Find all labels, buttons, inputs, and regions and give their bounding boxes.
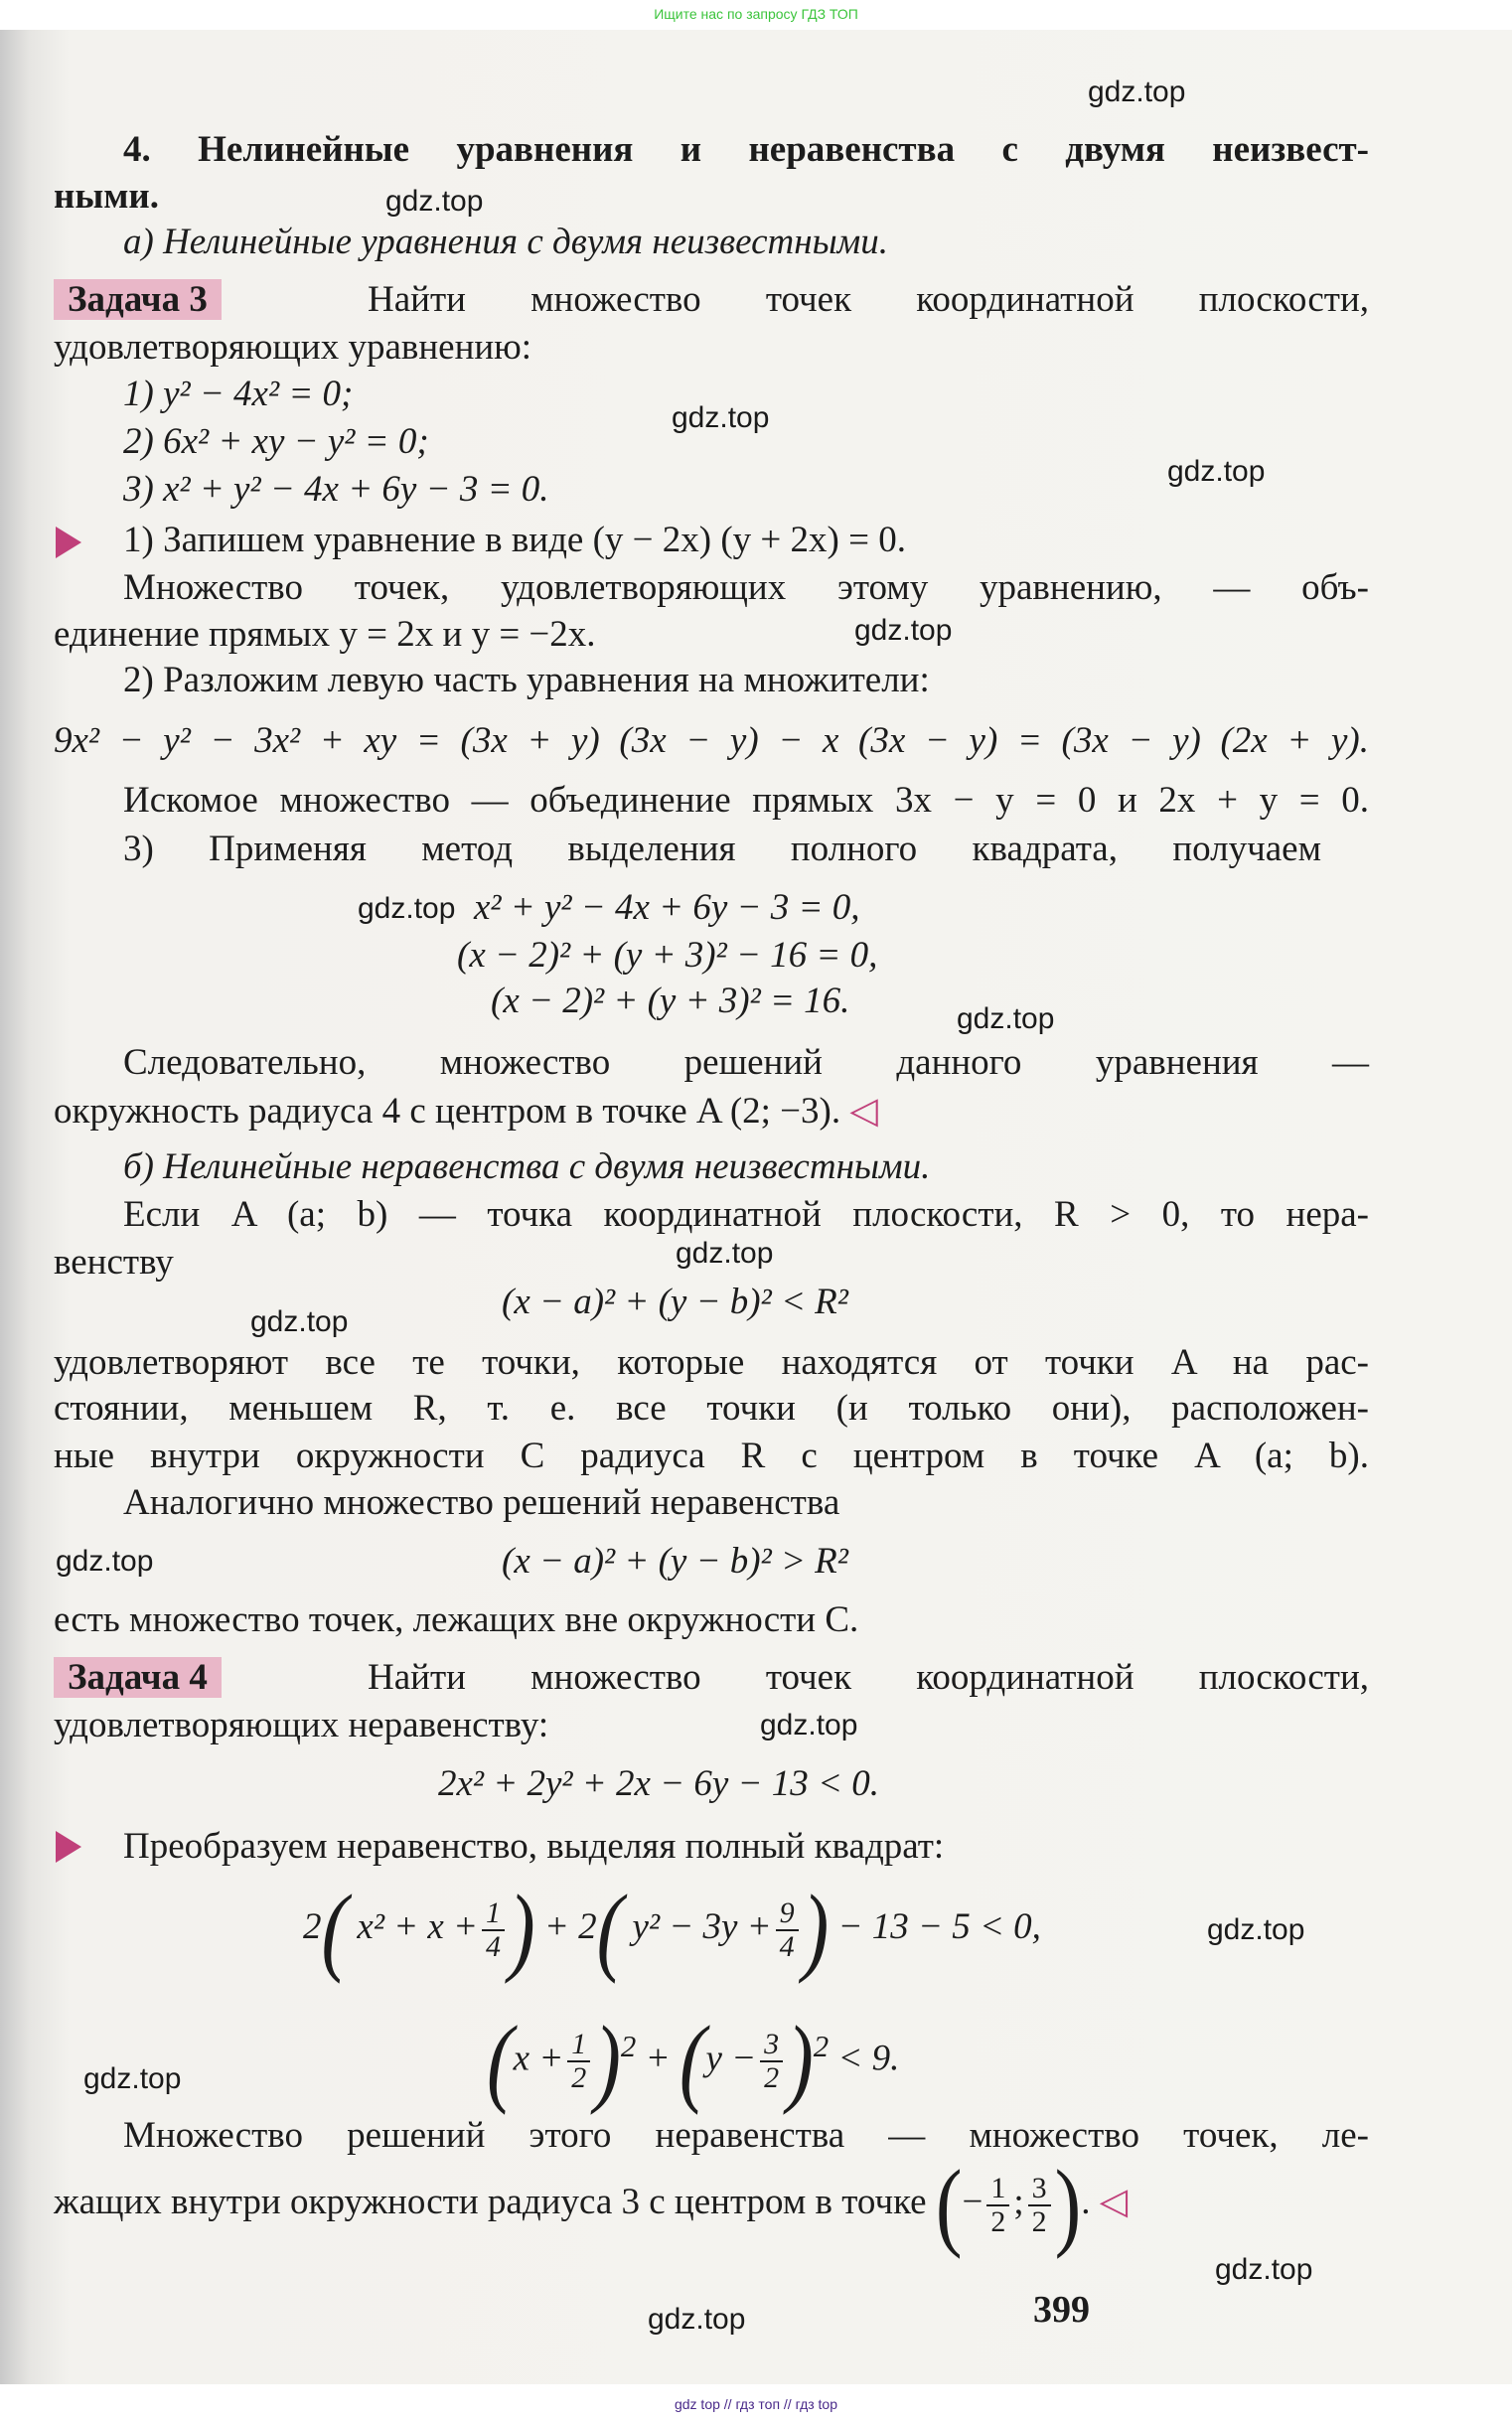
watermark: gdz.top [56, 1545, 154, 1578]
text-line: Найти множество точек координатной плоскости, [368, 1657, 1369, 1698]
text-line: удовлетворяющих неравенству: [54, 1705, 549, 1745]
equation-item: 1) y² − 4x² = 0; [123, 374, 354, 414]
text-line: Если A (a; b) — точка координатной плоскости, R > 0, то нера- [123, 1194, 1369, 1235]
task3-label [68, 277, 222, 323]
text-line: удовлетворяют все те точки, которые находятся от точки A на рас- [54, 1342, 1369, 1383]
bottom-banner: gdz top // гдз топ // гдз top [674, 2396, 838, 2412]
equation-item: 3) x² + y² − 4x + 6y − 3 = 0. [123, 469, 549, 510]
solution-end-icon: ◁ [1099, 2182, 1129, 2222]
inequality: (x − a)² + (y − b)² > R² [502, 1541, 848, 1582]
paren: ( [487, 2006, 514, 2116]
text-line: удовлетворяющих уравнению: [54, 327, 532, 368]
paren: ) [1054, 2150, 1082, 2260]
transformed-inequality [303, 1873, 1041, 1985]
text-line: Аналогично множество решений неравенства [123, 1482, 840, 1523]
text-line: единение прямых y = 2x и y = −2x. [54, 614, 596, 655]
section-heading-cont: ными. [54, 176, 159, 217]
text-line [54, 2150, 1129, 2260]
paren: ) [802, 1875, 830, 1985]
term: + 2 [543, 1906, 597, 1947]
paren: ( [935, 2150, 963, 2260]
text-line [54, 1089, 878, 1135]
task4-label [68, 1655, 222, 1701]
fraction: $\frac{1}{4}$ [482, 1897, 505, 1963]
paren: ) [509, 1875, 535, 1985]
term: < 9. [837, 2038, 900, 2079]
subsection-a: а) Нелинейные уравнения с двумя неизвестными. [123, 222, 889, 262]
equation-line: (x − 2)² + (y + 3)² = 16. [491, 981, 850, 1021]
period: . [1081, 2182, 1091, 2222]
term: + [645, 2038, 671, 2079]
watermark: gdz.top [1088, 76, 1186, 108]
solution-end-icon: ◁ [849, 1091, 878, 1132]
circle-inequality [487, 1992, 900, 2116]
equation-line: x² + y² − 4x + 6y − 3 = 0, [474, 887, 860, 928]
watermark: gdz.top [854, 614, 953, 647]
solution-start-icon [56, 1831, 81, 1863]
watermark: gdz.top [957, 1002, 1055, 1035]
exponent: 2 [620, 2030, 637, 2063]
text-line: 3) Применяя метод выделения полного квадрата, получаем [123, 829, 1321, 869]
watermark: gdz.top [1215, 2253, 1313, 2286]
term: y − [705, 2038, 757, 2079]
minus: − [962, 2182, 983, 2222]
watermark: gdz.top [83, 2062, 182, 2095]
subsection-b: б) Нелинейные неравенства с двумя неизвестными. [123, 1146, 931, 1187]
equation-item: 2) 6x² + xy − y² = 0; [123, 421, 429, 462]
text: окружность радиуса 4 с центром в точке A (2; −3). [54, 1091, 841, 1132]
text-line: Множество решений этого неравенства — множество точек, ле- [123, 2115, 1369, 2156]
watermark: gdz.top [648, 2303, 746, 2336]
equation-line: 9x² − y² − 3x² + xy = (3x + y) (3x − y) − x (3x − y) = (3x − y) (2x + y). [54, 720, 1369, 761]
watermark: gdz.top [1207, 1913, 1305, 1946]
coef: 2 [303, 1906, 322, 1947]
term: x + [513, 2038, 564, 2079]
watermark: gdz.top [760, 1709, 858, 1742]
fraction: $\frac{9}{4}$ [776, 1897, 799, 1963]
watermark: gdz.top [672, 401, 770, 434]
text-line: Искомое множество — объединение прямых 3x − y = 0 и 2x + y = 0. [123, 780, 1369, 821]
fraction: $\frac{1}{2}$ [567, 2029, 590, 2094]
text-line: Множество точек, удовлетворяющих этому уравнению, — объ- [123, 567, 1369, 608]
text: жащих внутри окружности радиуса 3 с центром в точке [54, 2182, 927, 2222]
text-line: Найти множество точек координатной плоскости, [368, 279, 1369, 320]
term: y² − 3y + [632, 1906, 772, 1947]
term: − 13 − 5 < 0, [837, 1906, 1041, 1947]
watermark: gdz.top [676, 1237, 774, 1270]
term: x² + x + [357, 1906, 479, 1947]
text-line: Следовательно, множество решений данного уравнения — [123, 1042, 1369, 1083]
text-line: Преобразуем неравенство, выделяя полный квадрат: [123, 1826, 945, 1867]
inequality: 2x² + 2y² + 2x − 6y − 13 < 0. [438, 1763, 879, 1804]
inequality: (x − a)² + (y − b)² < R² [502, 1282, 848, 1322]
paren: ( [679, 2006, 706, 2116]
watermark: gdz.top [358, 892, 456, 925]
paren: ) [787, 2006, 814, 2116]
equation-line: (x − 2)² + (y + 3)² − 16 = 0, [457, 935, 878, 976]
text-line: стоянии, меньшем R, т. е. все точки (и только они), расположен- [54, 1388, 1369, 1429]
section-heading: 4. Нелинейные уравнения и неравенства с двумя неизвест- [123, 129, 1369, 170]
text-line: 2) Разложим левую часть уравнения на множители: [123, 660, 930, 700]
task-badge: Задача 3 [54, 279, 222, 320]
paren: ( [596, 1875, 624, 1985]
watermark: gdz.top [250, 1305, 349, 1338]
text-line: есть множество точек, лежащих вне окружности C. [54, 1599, 859, 1640]
watermark: gdz.top [385, 185, 484, 218]
text-line: 1) Запишем уравнение в виде (y − 2x) (y + 2x) = 0. [123, 520, 906, 560]
solution-start-icon [56, 527, 81, 558]
watermark: gdz.top [1167, 455, 1266, 488]
paren: ( [321, 1875, 349, 1985]
top-banner: Ищите нас по запросу ГДЗ ТОП [654, 6, 858, 22]
page-number: 399 [1033, 2289, 1090, 2331]
paren: ) [594, 2006, 621, 2116]
text-line: ные внутри окружности C радиуса R с центром в точке A (a; b). [54, 1436, 1369, 1476]
text-line: венству [54, 1242, 174, 1283]
fraction: $\frac{3}{2}$ [760, 2029, 783, 2094]
fraction: $\frac{3}{2}$ [1028, 2173, 1051, 2238]
task-badge: Задача 4 [54, 1657, 222, 1698]
separator: ; [1013, 2182, 1024, 2222]
exponent: 2 [813, 2030, 830, 2063]
fraction: $\frac{1}{2}$ [986, 2173, 1009, 2238]
